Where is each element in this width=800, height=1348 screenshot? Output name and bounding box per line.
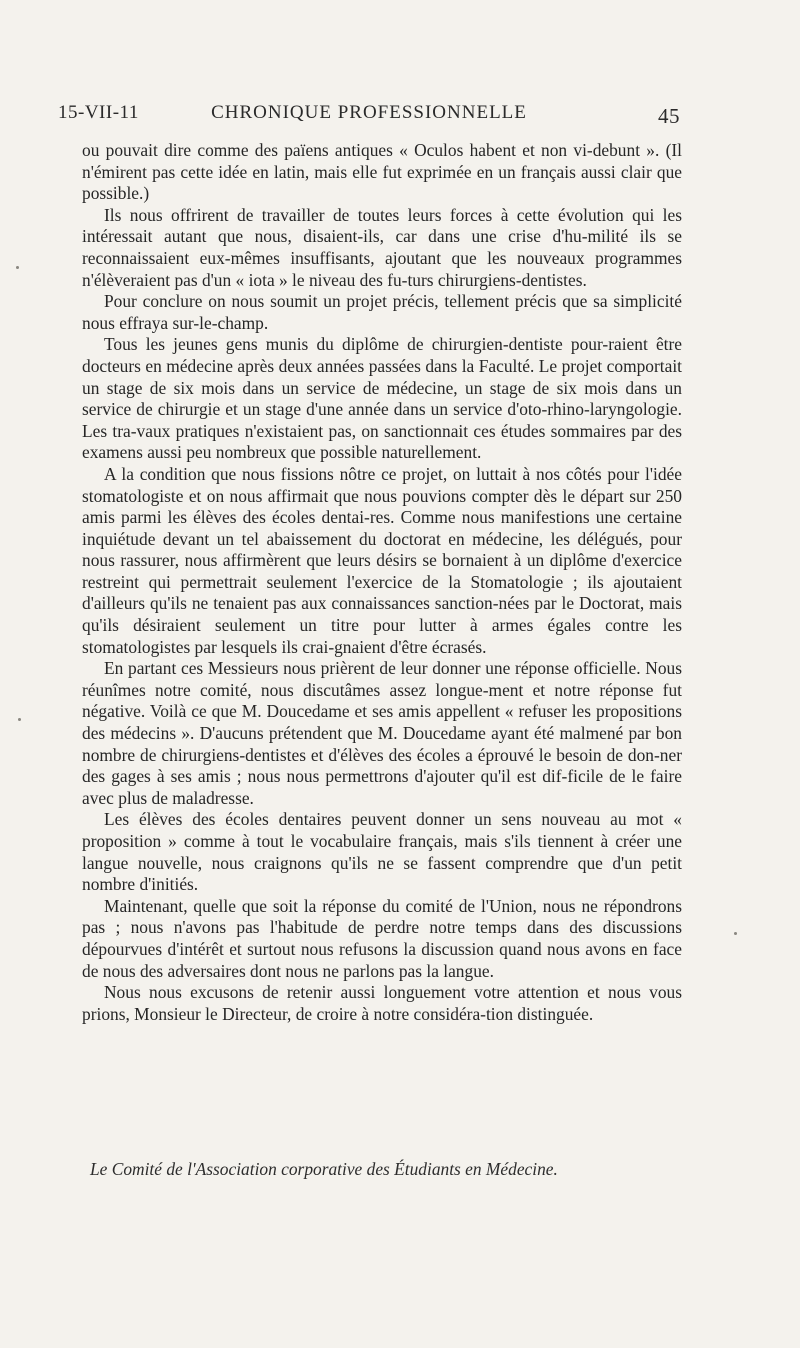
paragraph: ou pouvait dire comme des païens antiques « Oculos habent et non vi-debunt ». (Il n'émirent pas cette idée en latin, mais elle fut exprimée en un français aussi clair que possible.)	[82, 140, 682, 204]
running-head-title: CHRONIQUE PROFESSIONNELLE	[211, 102, 527, 123]
article-body	[82, 140, 682, 1025]
paragraph: Les élèves des écoles dentaires peuvent donner un sens nouveau au mot « proposition » comme à tout le vocabulaire français, mais s'ils tiennent à créer une langue nouvelle, nous craignons qu'ils ne se fassent comprendre que d'un petit nombre d'initiés.	[82, 809, 682, 895]
paragraph: Maintenant, quelle que soit la réponse du comité de l'Union, nous ne répondrons pas ; nous n'avons pas l'habitude de perdre notre temps dans des discussions dépourvues d'intérêt et surtout nous refusons la discussion quand nous avons en face de nous des adversaires dont nous ne parlons pas la langue.	[82, 895, 682, 981]
page-number: 45	[658, 104, 680, 128]
speck	[734, 932, 737, 935]
signature-line: Le Comité de l'Association corporative des Étudiants en Médecine.	[90, 1159, 558, 1179]
running-head	[58, 102, 680, 128]
paragraph: Ils nous offrirent de travailler de toutes leurs forces à cette évolution qui les intéressait autant que nous, disaient-ils, car dans une crise d'hu-milité ils se reconnaissaient eux-mêmes insuffisants, ajoutant que les nouveaux programmes n'élèveraient pas d'un « iota » le niveau des fu-turs chirurgiens-dentistes.	[82, 204, 682, 290]
paragraph: En partant ces Messieurs nous prièrent de leur donner une réponse officielle. Nous réunîmes notre comité, nous discutâmes assez longue-ment et notre réponse fut négative. Voilà ce que M. Doucedame et ses amis appellent « refuser les propositions des médecins ». D'aucuns prétendent que M. Doucedame ayant été malmené par bon nombre de chirurgiens-dentistes et d'élèves des écoles a éprouvé le besoin de don-ner des gages à ses amis ; nous nous permettrons d'ajouter qu'il est dif-ficile de le faire avec plus de maladresse.	[82, 658, 682, 808]
paragraph: Nous nous excusons de retenir aussi longuement votre attention et nous vous prions, Monsieur le Directeur, de croire à notre considéra-tion distinguée.	[82, 982, 682, 1024]
paragraph: A la condition que nous fissions nôtre ce projet, on luttait à nos côtés pour l'idée stomatologiste et on nous affirmait que nous pouvions compter dès le départ sur 250 amis parmi les élèves des écoles dentai-res. Comme nous manifestions une certaine inquiétude devant un tel abaissement du doctorat en médecine, les délégués, pour nous rassurer, nous affirmèrent que leurs désirs se bornaient à un diplôme d'exercice restreint qui permettrait seulement l'exercice de la Stomatologie ; ils ajoutaient d'ailleurs qu'ils ne tenaient pas aux connaissances sanction-nées par le Doctorat, mais qu'ils désiraient seulement un titre pour lutter à armes égales contre les stomatologistes par lesquels ils crai-gnaient d'être écrasés.	[82, 463, 682, 657]
speck	[18, 718, 21, 721]
paragraph: Tous les jeunes gens munis du diplôme de chirurgien-dentiste pour-raient être docteurs en médecine après deux années passées dans la Faculté. Le projet comportait un stage de six mois dans un service de médecine, un stage de six mois dans un service de chirurgie et un stage d'une année dans un service d'oto-rhino-laryngologie. Les tra-vaux pratiques n'existaient pas, on sanctionnait ces études sommaires par des examens aussi peu nombreux que possible naturellement.	[82, 334, 682, 463]
paragraph: Pour conclure on nous soumit un projet précis, tellement précis que sa simplicité nous effraya sur-le-champ.	[82, 291, 682, 333]
speck	[16, 266, 19, 269]
running-head-date: 15-VII-11	[58, 102, 139, 123]
